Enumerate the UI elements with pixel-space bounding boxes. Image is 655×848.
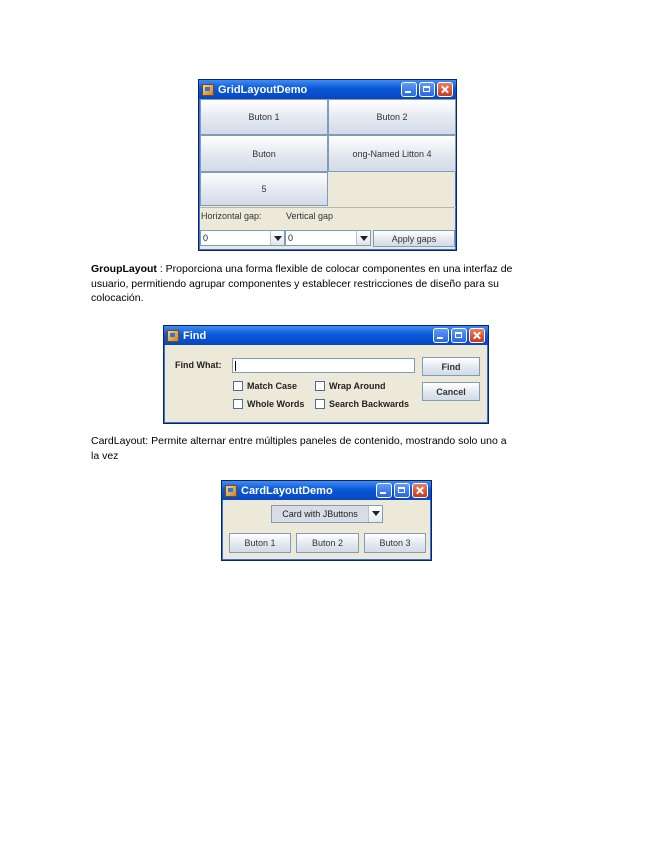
grouplayout-line-2: usuario, permitiendo agrupar componentes y establecer restricciones de diseño para su — [91, 277, 499, 290]
search-backwards-checkbox[interactable] — [315, 399, 409, 409]
vertical-gap-label: Vertical gap — [286, 211, 334, 221]
horizontal-gap-combo[interactable] — [200, 230, 285, 246]
find-window — [163, 325, 489, 424]
match-case-checkbox[interactable] — [233, 381, 297, 391]
cancel-button[interactable]: Cancel — [422, 382, 480, 401]
grid-window-titlebar[interactable] — [199, 80, 456, 99]
search-backwards-label: Search Backwards — [329, 399, 410, 409]
java-cup-icon — [167, 330, 179, 342]
chevron-down-icon[interactable] — [356, 231, 370, 245]
grouplayout-line-3: colocación. — [91, 292, 144, 304]
grid-separator — [200, 207, 456, 208]
whole-words-checkbox[interactable] — [233, 399, 304, 409]
find-window-title: Find — [183, 329, 207, 342]
find-window-titlebar[interactable] — [164, 326, 488, 345]
cardlayout-line-1: CardLayout: Permite alternar entre múltiples paneles de contenido, mostrando solo uno a — [91, 435, 507, 447]
card-layout-window — [221, 480, 432, 561]
chevron-down-icon[interactable] — [368, 506, 382, 522]
grid-window-title: GridLayoutDemo — [218, 83, 308, 96]
grouplayout-paragraph — [91, 262, 611, 306]
grid-button-3[interactable]: Buton — [200, 135, 328, 172]
card-selector-combo[interactable] — [271, 505, 383, 523]
cardlayout-line-2: la vez — [91, 449, 119, 462]
grid-button-2[interactable]: Buton 2 — [328, 99, 456, 135]
wrap-around-label: Wrap Around — [329, 381, 386, 391]
grid-button-4[interactable]: ong-Named Litton 4 — [328, 135, 456, 172]
java-cup-icon — [202, 84, 214, 96]
text-caret — [235, 361, 236, 371]
checkbox-icon[interactable] — [315, 381, 325, 391]
grid-button-1[interactable]: Buton 1 — [200, 99, 328, 135]
find-what-label: Find What: — [175, 360, 222, 370]
maximize-icon[interactable] — [419, 82, 435, 97]
find-button[interactable]: Find — [422, 357, 480, 376]
card-button-2[interactable]: Buton 2 — [296, 533, 359, 553]
chevron-down-icon[interactable] — [270, 231, 284, 245]
match-case-label: Match Case — [247, 381, 298, 391]
card-button-1[interactable]: Buton 1 — [229, 533, 291, 553]
apply-gaps-button[interactable]: Apply gaps — [373, 230, 455, 247]
cardlayout-paragraph — [91, 434, 611, 463]
minimize-icon[interactable] — [433, 328, 449, 343]
maximize-icon[interactable] — [451, 328, 467, 343]
checkbox-icon[interactable] — [233, 381, 243, 391]
maximize-icon[interactable] — [394, 483, 410, 498]
card-button-3[interactable]: Buton 3 — [364, 533, 426, 553]
minimize-icon[interactable] — [376, 483, 392, 498]
card-window-title: CardLayoutDemo — [241, 484, 333, 497]
close-icon[interactable] — [412, 483, 428, 498]
checkbox-icon[interactable] — [315, 399, 325, 409]
vertical-gap-value: 0 — [288, 233, 294, 243]
checkbox-icon[interactable] — [233, 399, 243, 409]
wrap-around-checkbox[interactable] — [315, 381, 386, 391]
minimize-icon[interactable] — [401, 82, 417, 97]
grid-layout-window — [198, 79, 457, 251]
grid-button-5[interactable]: 5 — [200, 172, 328, 206]
vertical-gap-combo[interactable] — [285, 230, 371, 246]
close-icon[interactable] — [437, 82, 453, 97]
grouplayout-line-1: : Proporciona una forma flexible de colocar componentes en una interfaz de — [156, 263, 513, 275]
grouplayout-term: GroupLayout — [91, 263, 157, 275]
close-icon[interactable] — [469, 328, 485, 343]
java-cup-icon — [225, 485, 237, 497]
find-what-input[interactable] — [232, 358, 415, 373]
whole-words-label: Whole Words — [247, 399, 305, 409]
card-window-titlebar[interactable] — [222, 481, 431, 500]
horizontal-gap-value: 0 — [203, 233, 209, 243]
horizontal-gap-label: Horizontal gap: — [201, 211, 262, 221]
card-selector-value: Card with JButtons — [282, 509, 358, 519]
